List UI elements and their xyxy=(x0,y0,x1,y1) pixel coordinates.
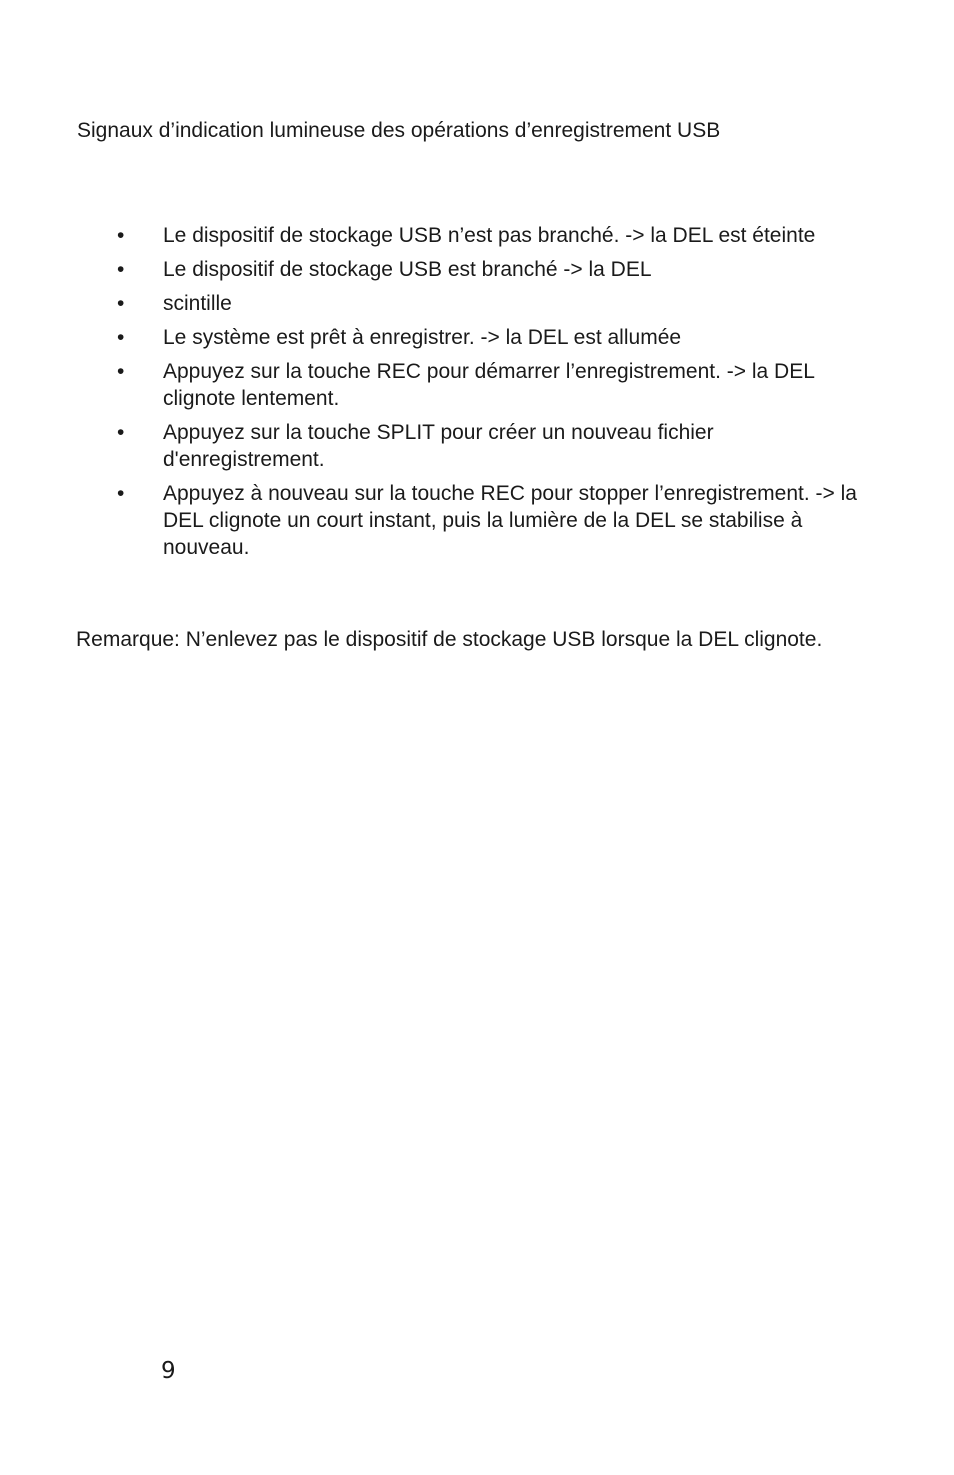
list-item: • scintille xyxy=(163,290,863,317)
page-title: Signaux d’indication lumineuse des opérations d’enregistrement USB xyxy=(77,119,721,142)
list-item: • Appuyez sur la touche SPLIT pour créer un nouveau fichier d'enregistrement. xyxy=(163,419,863,473)
list-item: • Appuyez à nouveau sur la touche REC pour stopper l’enregistrement. -> la DEL clignote un court instant, puis la lumière de la DEL se stabilise à nouveau. xyxy=(163,480,863,561)
bullet-list xyxy=(163,222,863,568)
list-item: • Le dispositif de stockage USB n’est pas branché. -> la DEL est éteinte xyxy=(163,222,863,249)
page-number: 9 xyxy=(161,1358,176,1384)
list-item: • Appuyez sur la touche REC pour démarrer l’enregistrement. -> la DEL clignote lentement. xyxy=(163,358,863,412)
note-paragraph: Remarque: N’enlevez pas le dispositif de stockage USB lorsque la DEL clignote. xyxy=(76,628,823,651)
list-item: • Le dispositif de stockage USB est branché -> la DEL xyxy=(163,256,863,283)
list-item: • Le système est prêt à enregistrer. -> la DEL est allumée xyxy=(163,324,863,351)
